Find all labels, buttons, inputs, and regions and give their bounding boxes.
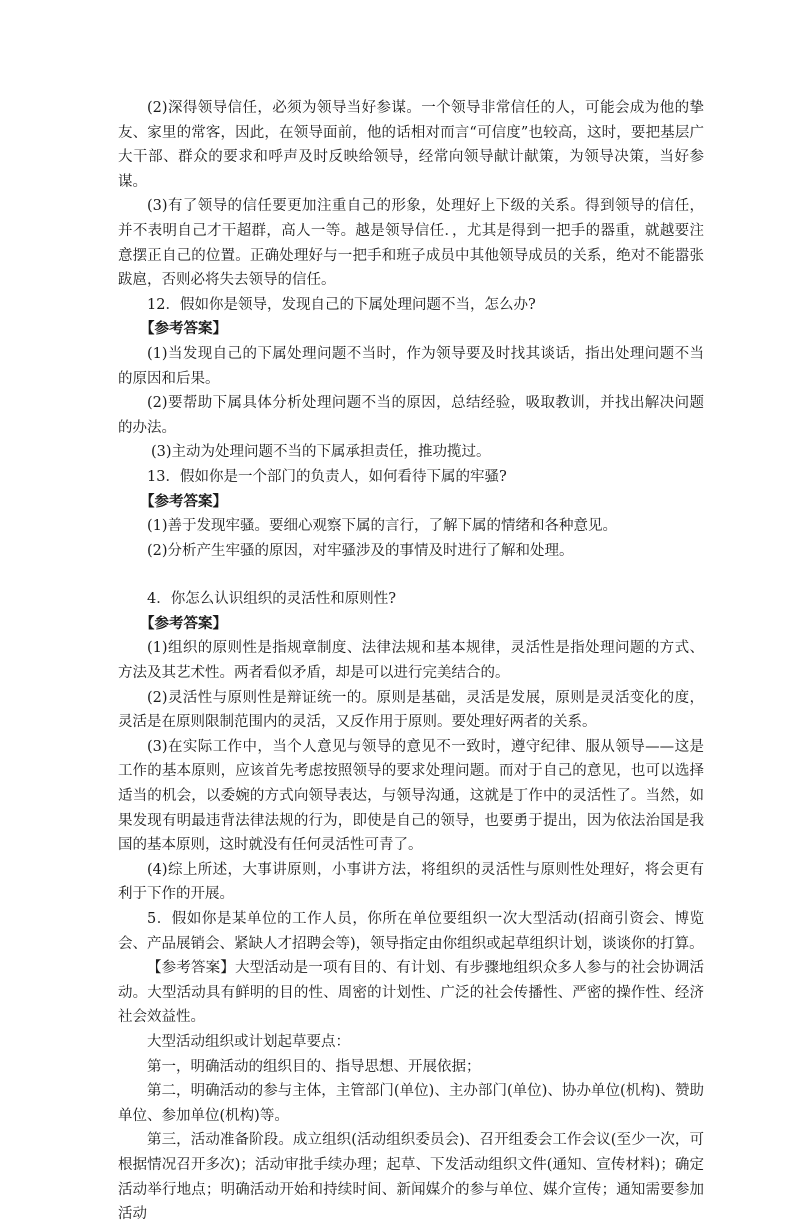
paragraph: (1)当发现自己的下属处理问题不当时，作为领导要及时找其谈话，指出处理问题不当的原因和后果。 [118, 345, 704, 387]
paragraph: (4)综上所述，大事讲原则，小事讲方法，将组织的灵活性与原则性处理好，将会更有利于下作的开展。 [118, 861, 704, 903]
paragraph: 第二，明确活动的参与主体，主管部门(单位)、主办部门(单位)、协办单位(机构)、赞助单位、参加单位(机构)等。 [118, 1083, 704, 1124]
question-heading: 13．假如你是一个部门的负责人，如何看待下属的牢骚? [147, 468, 507, 485]
paragraph: 第三，活动准备阶段。成立组织(活动组织委员会)、召开组委会工作会议(至少一次，可根据情况召开多次)；活动审批手续办理；起草、下发活动组织文件(通知、宣传材料)；确定活动举行地点；明确活动开始和持续时间、新闻媒介的参与单位、媒介宣传；通知需要参加活动 [118, 1132, 704, 1223]
question-heading: 4．你怎么认识组织的灵活性和原则性? [147, 591, 396, 608]
paragraph: (1)善于发现牢骚。要细心观察下属的言行，了解下属的情绪和各种意见。 [147, 518, 618, 535]
paragraph: (2)分析产生牢骚的原因，对牢骚涉及的事情及时进行了解和处理。 [147, 542, 574, 559]
paragraph: (3)有了领导的信任要更加注重自己的形象，处理好上下级的关系。得到领导的信任，并不表明自己才干超群，高人一等。越是领导信任．，尤其是得到一把手的器重，就越要注意摆正自己的位置。正确处理好与一把手和班子成员中其他领导成员的关系，绝对不能嚣张跋扈，否则必将失去领导的信任。 [118, 198, 704, 289]
paragraph: (3)主动为处理问题不当的下属承担责任，推功揽过。 [151, 444, 491, 461]
answer-label: 【参考答案】 [140, 320, 227, 338]
paragraph: (2)灵活性与原则性是辩证统一的。原则是基础，灵活是发展，原则是灵活变化的度，灵活是在原则限制范围内的灵活，又反作用于原则。要处理好两者的关系。 [118, 689, 704, 731]
paragraph: (3)在实际工作中，当个人意见与领导的意见不一致时，遵守纪律、服从领导——这是工作的基本原则，应该首先考虑按照领导的要求处理问题。而对于自己的意见，也可以选择适当的机会，以委婉的方式向领导表达，与领导沟通，这就是丁作中的灵活性了。当然，如果发现有明最违背法律法规的行为，即使是自己的领导，也要勇于提出，因为依法治国是我国的基本原则，这时就没有任何灵活性可青了。 [118, 738, 704, 854]
paragraph: 第一，明确活动的组织目的、指导思想、开展依据； [147, 1058, 481, 1075]
spacer [118, 563, 704, 587]
document-body [118, 96, 704, 1227]
paragraph: 大型活动组织或计划起草要点： [147, 1033, 350, 1050]
paragraph: (2)要帮助下属具体分析处理问题不当的原因，总结经验，吸取教训，并找出解决问题的办法。 [118, 395, 704, 436]
paragraph: (2)深得领导信任，必须为领导当好参谋。一个领导非常信任的人，可能会成为他的挚友、家里的常客，因此，在领导面前，他的话相对而言“可信度”也较高，这时，要把基层广大干部、群众的要求和呼声及时反映给领导，经常向领导献计献策，为领导决策，当好参谋。 [118, 100, 704, 190]
paragraph: (1)组织的原则性是指规章制度、法律法规和基本规律，灵活性是指处理问题的方式、方法及其艺术性。两者看似矛盾，却是可以进行完美结合的。 [118, 640, 704, 682]
question-heading: 5．假如你是某单位的工作人员，你所在单位要组织一次大型活动(招商引资会、博览会、产品展销会、紧缺人才招聘会等)，领导指定由你组织或起草组织计划，谈谈你的打算。 [118, 911, 704, 952]
answer-label: 【参考答案】 [140, 492, 227, 510]
answer-paragraph: 【参考答案】大型活动是一项有目的、有计划、有步骤地组织众多人参与的社会协调活动。大型活动具有鲜明的目的性、周密的计划性、广泛的社会传播性、严密的操作性、经济社会效益性。 [118, 960, 704, 1026]
answer-label: 【参考答案】 [140, 614, 227, 632]
question-heading: 12．假如你是领导，发现自己的下属处理问题不当，怎么办? [147, 296, 536, 313]
